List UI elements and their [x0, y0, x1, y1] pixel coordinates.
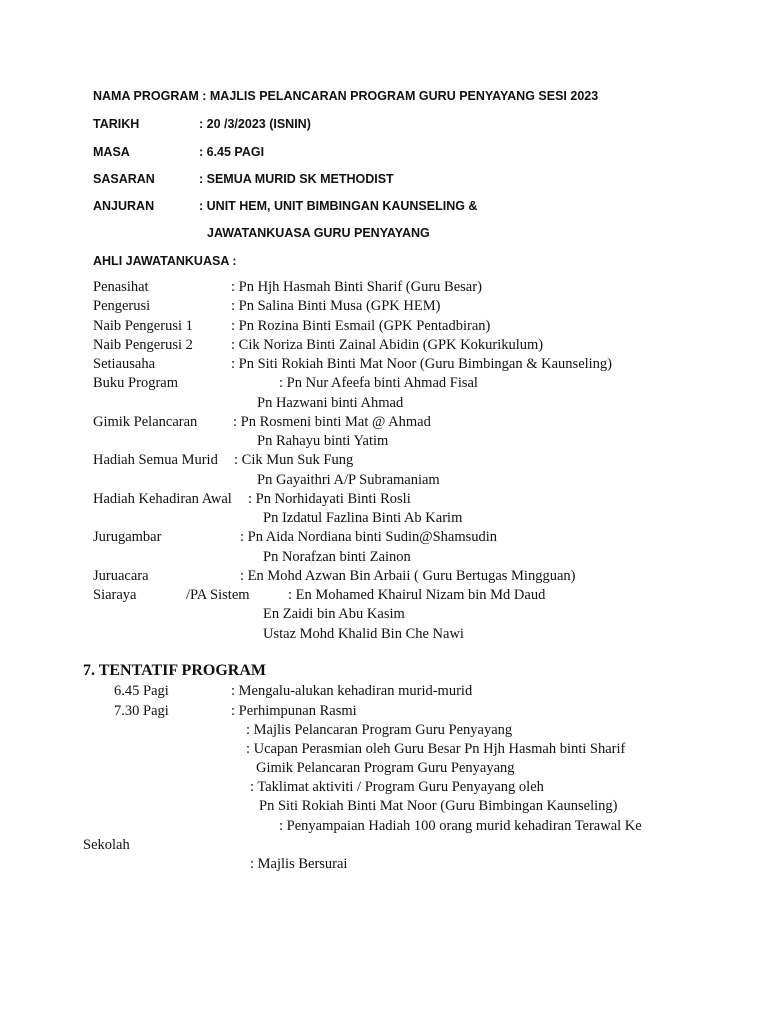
name-pengerusi: : Pn Salina Binti Musa (GPK HEM): [231, 298, 441, 314]
name-buku-program: : Pn Nur Afeefa binti Ahmad Fisal: [279, 375, 478, 391]
tarikh-label: TARIKH: [93, 117, 140, 131]
name-hadiah-semua-murid: : Cik Mun Suk Fung: [234, 452, 354, 468]
tentatif-time-2: 7.30 Pagi: [114, 703, 169, 719]
anjuran-label: ANJURAN: [93, 199, 155, 213]
role-hadiah-kehadiran-awal: Hadiah Kehadiran Awal: [93, 491, 232, 507]
role-pa-sistem: /PA Sistem: [186, 587, 250, 603]
tentatif-item-5: Gimik Pelancaran Program Guru Penyayang: [256, 760, 515, 776]
name-hadiah-kehadiran-awal: : Pn Norhidayati Binti Rosli: [248, 491, 411, 507]
name-siaraya-2: En Zaidi bin Abu Kasim: [263, 606, 405, 622]
tentatif-item-9: : Majlis Bersurai: [250, 856, 348, 872]
name-siaraya: : En Mohamed Khairul Nizam bin Md Daud: [288, 587, 546, 603]
sasaran-label: SASARAN: [93, 172, 155, 186]
name-gimik-pelancaran: : Pn Rosmeni binti Mat @ Ahmad: [233, 414, 431, 430]
name-naib-pengerusi-1: : Pn Rozina Binti Esmail (GPK Pentadbiran): [231, 318, 491, 334]
ahli-jawatankuasa-label: AHLI JAWATANKUASA :: [93, 254, 237, 268]
role-juruacara: Juruacara: [93, 568, 149, 584]
tentatif-item-4: : Ucapan Perasmian oleh Guru Besar Pn Hjh Hasmah binti Sharif: [246, 741, 626, 757]
name-buku-program-2: Pn Hazwani binti Ahmad: [257, 395, 404, 411]
name-siaraya-3: Ustaz Mohd Khalid Bin Che Nawi: [263, 626, 464, 642]
name-hadiah-kehadiran-awal-2: Pn Izdatul Fazlina Binti Ab Karim: [263, 510, 463, 526]
tentatif-time-1: 6.45 Pagi: [114, 683, 169, 699]
tentatif-item-2: : Perhimpunan Rasmi: [231, 703, 357, 719]
role-penasihat: Penasihat: [93, 279, 149, 295]
name-juruacara: : En Mohd Azwan Bin Arbaii ( Guru Bertugas Mingguan): [240, 568, 576, 584]
name-gimik-pelancaran-2: Pn Rahayu binti Yatim: [257, 433, 389, 449]
name-hadiah-semua-murid-2: Pn Gayaithri A/P Subramaniam: [257, 472, 440, 488]
tentatif-item-7: Pn Siti Rokiah Binti Mat Noor (Guru Bimbingan Kaunseling): [259, 798, 618, 814]
name-penasihat: : Pn Hjh Hasmah Binti Sharif (Guru Besar): [231, 279, 482, 295]
role-setiausaha: Setiausaha: [93, 356, 156, 372]
sasaran-value: : SEMUA MURID SK METHODIST: [199, 172, 394, 186]
name-jurugambar: : Pn Aida Nordiana binti Sudin@Shamsudin: [240, 529, 498, 545]
anjuran-value: : UNIT HEM, UNIT BIMBINGAN KAUNSELING &: [199, 199, 478, 213]
tentatif-item-6: : Taklimat aktiviti / Program Guru Penyayang oleh: [250, 779, 544, 795]
tentatif-item-8: : Penyampaian Hadiah 100 orang murid kehadiran Terawal Ke: [279, 818, 642, 834]
tarikh-value: : 20 /3/2023 (ISNIN): [199, 117, 311, 131]
tentatif-heading: 7. TENTATIF PROGRAM: [83, 662, 266, 679]
role-siaraya: Siaraya: [93, 587, 137, 603]
role-naib-pengerusi-1: Naib Pengerusi 1: [93, 318, 193, 334]
role-buku-program: Buku Program: [93, 375, 178, 391]
name-naib-pengerusi-2: : Cik Noriza Binti Zainal Abidin (GPK Kokurikulum): [231, 337, 544, 353]
masa-value: : 6.45 PAGI: [199, 145, 265, 159]
role-pengerusi: Pengerusi: [93, 298, 151, 314]
masa-label: MASA: [93, 145, 130, 159]
name-setiausaha: : Pn Siti Rokiah Binti Mat Noor (Guru Bimbingan & Kaunseling): [231, 356, 613, 372]
tentatif-item-1: : Mengalu-alukan kehadiran murid-murid: [231, 683, 473, 699]
anjuran-value-2: JAWATANKUASA GURU PENYAYANG: [207, 226, 430, 240]
name-jurugambar-2: Pn Norafzan binti Zainon: [263, 549, 411, 565]
role-gimik-pelancaran: Gimik Pelancaran: [93, 414, 198, 430]
program-name: NAMA PROGRAM : MAJLIS PELANCARAN PROGRAM GURU PENYAYANG SESI 2023: [93, 89, 599, 103]
tentatif-item-3: : Majlis Pelancaran Program Guru Penyayang: [246, 722, 513, 738]
role-jurugambar: Jurugambar: [93, 529, 162, 545]
role-naib-pengerusi-2: Naib Pengerusi 2: [93, 337, 193, 353]
role-hadiah-semua-murid: Hadiah Semua Murid: [93, 452, 218, 468]
tentatif-item-8b: Sekolah: [83, 837, 130, 853]
